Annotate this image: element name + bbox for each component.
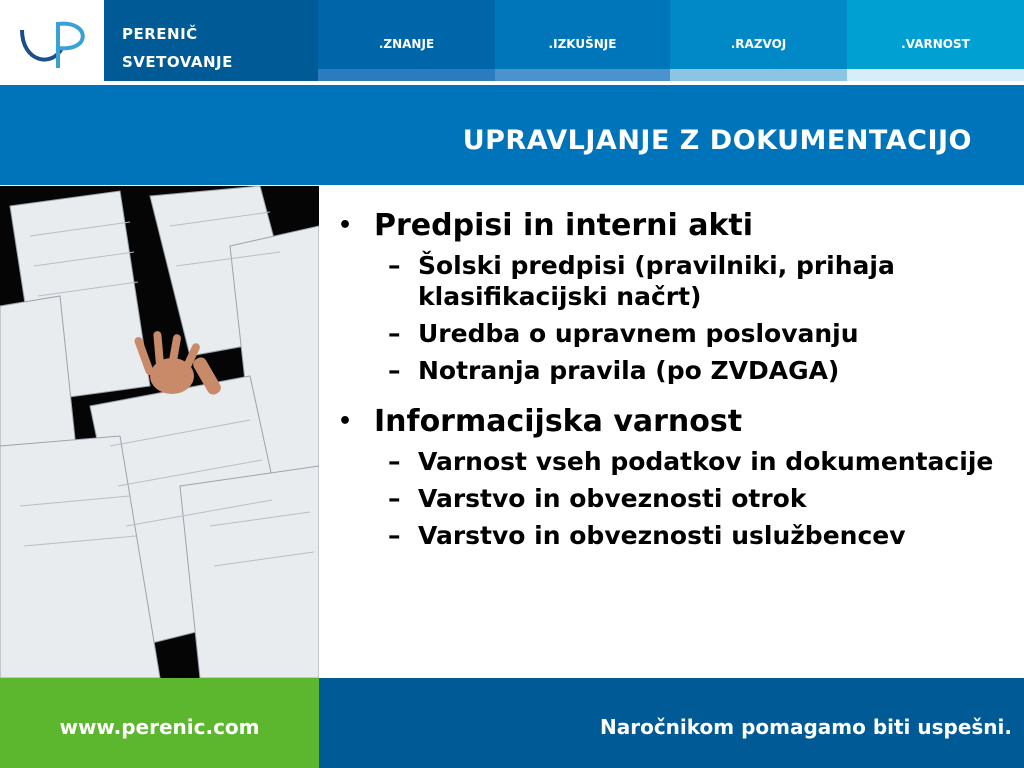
sub-bullet-text: Notranja pravila (po ZVDAGA) — [418, 356, 840, 385]
sub-bullet-item — [336, 250, 1006, 312]
brand-line-2: SVETOVANJE — [122, 53, 233, 71]
perenic-logo-icon — [0, 0, 104, 81]
slogan-text: Naročnikom pomagamo biti uspešni. — [599, 715, 1012, 739]
sub-bullet-text: Šolski predpisi (pravilniki, prihaja klasifikacijski načrt) — [418, 251, 895, 311]
sub-bullet-item — [336, 446, 1006, 477]
footer-slogan-bar — [319, 678, 1024, 768]
spacer — [336, 392, 1006, 404]
bullet-item — [336, 404, 1006, 440]
dash-icon: – — [388, 356, 401, 385]
dash-icon: – — [388, 484, 401, 513]
slide-title: UPRAVLJANJE Z DOKUMENTACIJO — [462, 125, 972, 156]
sub-bullet-text: Uredba o upravnem poslovanju — [418, 319, 859, 348]
tab-label: .ZNANJE — [378, 37, 435, 51]
brand-block[interactable] — [104, 0, 318, 81]
bullet-dot-icon: • — [338, 213, 353, 238]
bullet-dot-icon: • — [338, 409, 353, 434]
documents-photo — [0, 186, 319, 678]
dash-icon: – — [388, 251, 401, 280]
tab-accent-strip — [670, 69, 847, 81]
title-bar — [0, 85, 1024, 185]
tab-varnost[interactable] — [847, 0, 1024, 81]
sub-bullet-text: Varstvo in obveznosti uslužbencev — [418, 521, 906, 550]
tab-label: .VARNOST — [901, 37, 970, 51]
sub-bullet-text: Varstvo in obveznosti otrok — [418, 484, 807, 513]
tab-accent-strip — [495, 69, 670, 81]
sub-bullet-text: Varnost vseh podatkov in dokumentacije — [418, 447, 994, 476]
bullet-text: Informacijska varnost — [374, 404, 743, 439]
tab-znanje[interactable] — [318, 0, 495, 81]
flying-documents-image — [0, 186, 319, 678]
website-link[interactable]: www.perenic.com — [59, 715, 260, 739]
brand-name — [122, 20, 233, 76]
tab-izkusnje[interactable] — [495, 0, 670, 81]
brand-line-1: PERENIČ — [122, 25, 198, 43]
footer-website[interactable] — [0, 678, 319, 768]
sub-bullet-item — [336, 520, 1006, 551]
dash-icon: – — [388, 521, 401, 550]
dash-icon: – — [388, 319, 401, 348]
tab-accent-strip — [847, 69, 1024, 81]
tab-accent-strip — [318, 69, 495, 81]
logo[interactable] — [0, 0, 104, 81]
bullet-item — [336, 208, 1006, 244]
tab-label: .RAZVOJ — [730, 37, 787, 51]
sub-bullet-item — [336, 318, 1006, 349]
slide-content — [336, 208, 1006, 557]
tab-razvoj[interactable] — [670, 0, 847, 81]
sub-bullet-item — [336, 355, 1006, 386]
dash-icon: – — [388, 447, 401, 476]
top-navigation-bar — [0, 0, 1024, 81]
bullet-text: Predpisi in interni akti — [374, 208, 754, 243]
tab-label: .IZKUŠNJE — [548, 37, 617, 51]
sub-bullet-item — [336, 483, 1006, 514]
